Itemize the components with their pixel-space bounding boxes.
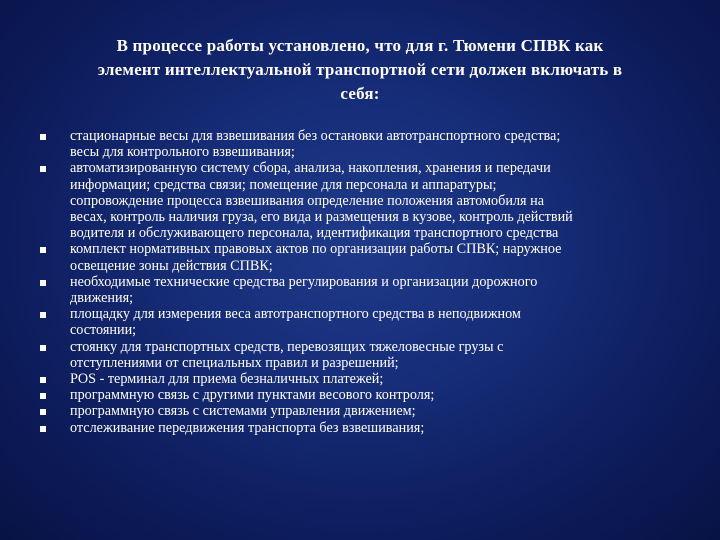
list-item xyxy=(40,274,690,306)
list-item xyxy=(40,387,690,403)
list-item xyxy=(40,339,690,371)
square-bullet-icon xyxy=(40,377,46,383)
bullet-list xyxy=(40,128,690,436)
list-item xyxy=(40,128,690,160)
square-bullet-icon xyxy=(40,393,46,399)
square-bullet-icon xyxy=(40,280,46,286)
title-line: элемент интеллектуальной транспортной сети должен включать в xyxy=(97,60,623,79)
list-item xyxy=(40,241,690,273)
square-bullet-icon xyxy=(40,409,46,415)
item-text-line: стационарные весы для взвешивания без остановки автотранспортного средства; xyxy=(70,128,561,144)
item-text-line: весы для контрольного взвешивания; xyxy=(70,144,295,161)
square-bullet-icon xyxy=(40,166,46,172)
list-item xyxy=(40,420,690,436)
item-text-line: стоянку для транспортных средств, перевозящих тяжеловесные грузы с xyxy=(70,338,504,355)
list-item xyxy=(40,403,690,419)
item-text-line: водителя и обслуживающего персонала, идентификация транспортного средства xyxy=(70,225,559,242)
item-text-line: программную связь с другими пунктами весового контроля; xyxy=(70,387,435,404)
item-text-line: информации; средства связи; помещение для персонала и аппаратуры; xyxy=(70,176,497,193)
square-bullet-icon xyxy=(40,312,46,318)
item-text-line: сопровождение процесса взвешивания определение положения автомобиля на xyxy=(70,192,544,209)
item-text-line: отслеживание передвижения транспорта без взвешивания; xyxy=(70,419,425,436)
item-text-line: площадку для измерения веса автотранспортного средства в неподвижном xyxy=(70,306,521,323)
square-bullet-icon xyxy=(40,134,46,140)
title-line: В процессе работы установлено, что для г. Тюмени СПВК как xyxy=(116,36,604,55)
item-text-line: автоматизированную систему сбора, анализа, накопления, хранения и передачи xyxy=(70,160,551,177)
item-text-line: POS - терминал для приема безналичных платежей; xyxy=(70,371,384,388)
list-item xyxy=(40,160,690,241)
list-item xyxy=(40,306,690,338)
item-text-line: весах, контроль наличия груза, его вида и размещения в кузове, контроль действий xyxy=(70,209,573,226)
item-text-line: комплект нормативных правовых актов по организации работы СПВК; наружное xyxy=(70,241,562,258)
item-text-line: отступлениями от специальных правил и разрешений; xyxy=(70,354,399,371)
list-item xyxy=(40,371,690,387)
item-text-line: необходимые технические средства регулирования и организации дорожного xyxy=(70,273,538,290)
item-text-line: программную связь с системами управления движением; xyxy=(70,403,416,420)
item-text-line: состоянии; xyxy=(70,322,137,339)
title-line: себя: xyxy=(340,84,380,103)
item-text-line: освещение зоны действия СПВК; xyxy=(70,257,273,274)
item-text-line: движения; xyxy=(70,290,134,307)
square-bullet-icon xyxy=(40,426,46,432)
square-bullet-icon xyxy=(40,345,46,351)
square-bullet-icon xyxy=(40,247,46,253)
slide-title xyxy=(40,34,680,106)
